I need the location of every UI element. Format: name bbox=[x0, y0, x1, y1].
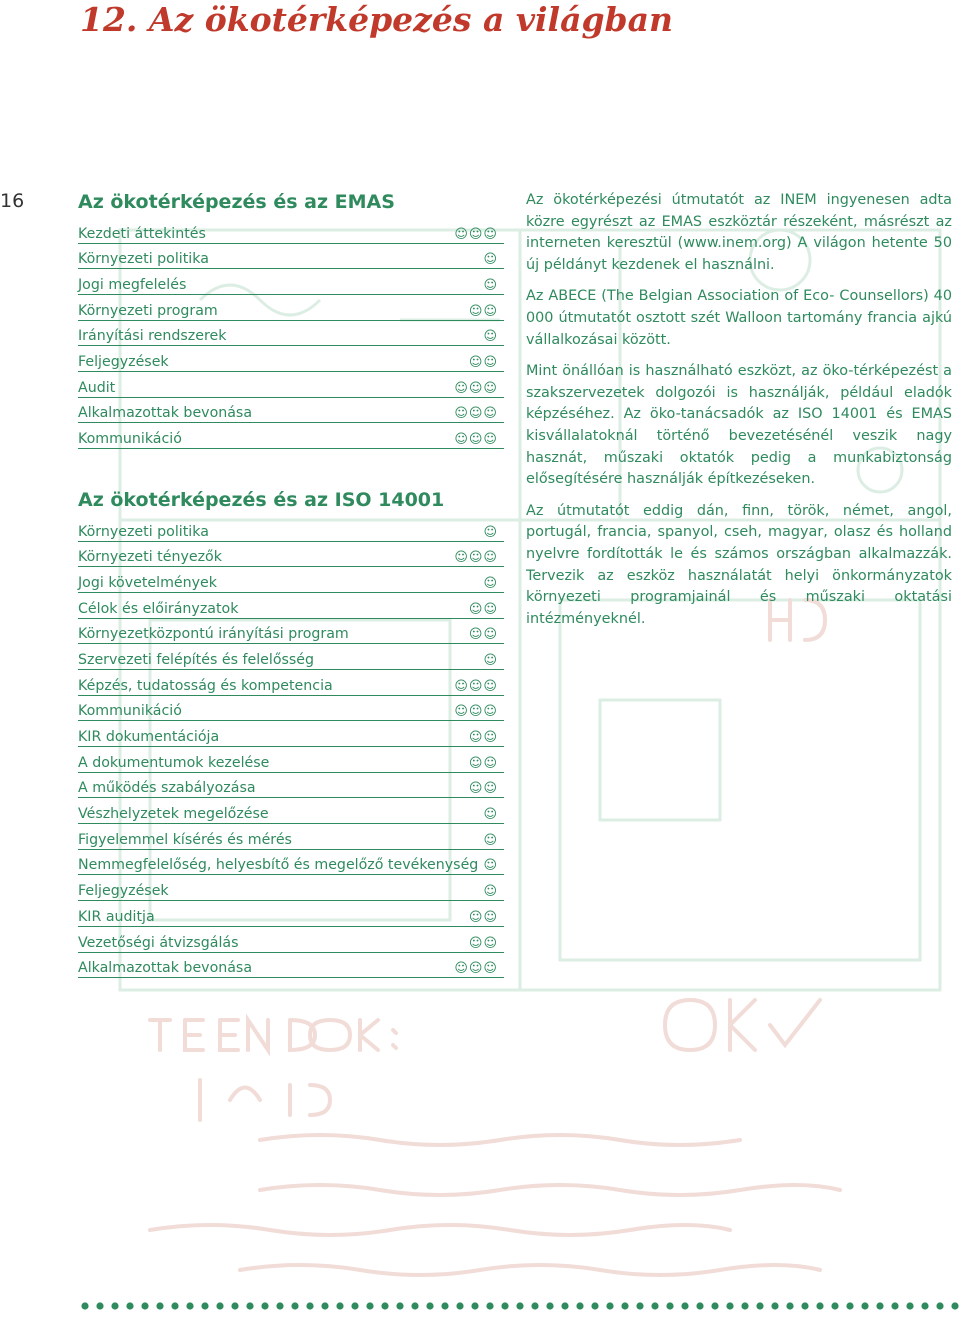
divider-dot bbox=[726, 1302, 733, 1309]
smiley-rating-icon: ☺☺☺ bbox=[454, 550, 498, 566]
item-label: Környezeti program bbox=[78, 302, 218, 319]
item-label: Kommunikáció bbox=[78, 703, 182, 720]
divider-dot bbox=[336, 1302, 343, 1309]
smiley-rating-icon: ☺ bbox=[483, 884, 498, 900]
item-label: Képzés, tudatosság és kompetencia bbox=[78, 677, 333, 694]
divider-dot bbox=[351, 1302, 358, 1309]
item-label: Jogi megfelelés bbox=[78, 276, 187, 293]
divider-dot bbox=[141, 1302, 148, 1309]
divider-dot bbox=[126, 1302, 133, 1309]
divider-dot bbox=[306, 1302, 313, 1309]
divider-dot bbox=[456, 1302, 463, 1309]
smiley-rating-icon: ☺ bbox=[483, 277, 498, 293]
list-item bbox=[78, 296, 504, 321]
divider-dot bbox=[246, 1302, 253, 1309]
item-label: Alkalmazottak bevonása bbox=[78, 405, 253, 422]
list-item bbox=[78, 568, 504, 593]
smiley-rating-icon: ☺☺ bbox=[468, 935, 498, 951]
list-item bbox=[78, 800, 504, 825]
smiley-rating-icon: ☺☺ bbox=[468, 781, 498, 797]
divider-dot bbox=[81, 1302, 88, 1309]
item-label: Kommunikáció bbox=[78, 431, 182, 447]
smiley-rating-icon: ☺ bbox=[483, 524, 498, 540]
smiley-rating-icon: ☺☺ bbox=[468, 730, 498, 745]
divider-dot bbox=[486, 1302, 493, 1309]
paragraph-abece: Az ABECE (The Belgian Association of Eco- Counsellors) 40 000 útmutatót osztott szét Walloon tartomány francia ajkú vállalkozásai között. bbox=[526, 288, 952, 348]
divider-dot bbox=[786, 1302, 793, 1309]
divider-dot bbox=[111, 1302, 118, 1309]
list-item bbox=[78, 270, 504, 295]
divider-dot bbox=[171, 1302, 178, 1309]
iso-heading: Az ökotérképezés és az ISO 14001 bbox=[78, 489, 445, 511]
list-item bbox=[78, 594, 504, 619]
smiley-rating-icon: ☺☺ bbox=[468, 755, 498, 771]
item-label: A működés szabályozása bbox=[78, 780, 256, 797]
divider-dot bbox=[606, 1302, 613, 1309]
smiley-rating-icon: ☺ bbox=[483, 858, 498, 874]
divider-dot bbox=[156, 1302, 163, 1309]
smiley-rating-icon: ☺☺☺ bbox=[454, 406, 498, 422]
smiley-rating-icon: ☺☺☺ bbox=[454, 432, 498, 447]
divider-dot bbox=[216, 1302, 223, 1309]
divider-dot bbox=[891, 1302, 898, 1309]
divider-dot bbox=[591, 1302, 598, 1309]
divider-dot bbox=[831, 1302, 838, 1309]
list-item bbox=[78, 774, 504, 799]
smiley-rating-icon: ☺ bbox=[483, 575, 498, 591]
list-item bbox=[78, 825, 504, 850]
divider-dot bbox=[321, 1302, 328, 1309]
list-item bbox=[78, 902, 504, 927]
list-item bbox=[78, 373, 504, 398]
smiley-rating-icon: ☺☺ bbox=[468, 354, 498, 370]
list-item bbox=[78, 425, 504, 450]
list-item bbox=[78, 671, 504, 696]
list-item bbox=[78, 697, 504, 722]
list-item bbox=[78, 322, 504, 347]
list-item bbox=[78, 748, 504, 773]
smiley-rating-icon: ☺☺☺ bbox=[454, 380, 498, 396]
item-label: Feljegyzések bbox=[78, 353, 169, 370]
divider-dot bbox=[936, 1302, 943, 1309]
divider-dot bbox=[366, 1302, 373, 1309]
smiley-rating-icon: ☺☺ bbox=[468, 909, 498, 925]
emas-heading: Az ökotérképezés és az EMAS bbox=[78, 191, 395, 213]
divider-dot bbox=[276, 1302, 283, 1309]
smiley-rating-icon: ☺☺☺ bbox=[454, 961, 498, 977]
divider-dot bbox=[756, 1302, 763, 1309]
item-label: Jogi követelmények bbox=[78, 574, 217, 591]
list-item bbox=[78, 517, 504, 542]
item-label: Kezdeti áttekintés bbox=[78, 225, 206, 242]
divider-dot bbox=[636, 1302, 643, 1309]
divider-dot bbox=[951, 1302, 958, 1309]
list-item bbox=[78, 347, 504, 372]
divider-dot bbox=[441, 1302, 448, 1309]
item-label: Feljegyzések bbox=[78, 883, 169, 900]
iso-list bbox=[78, 517, 504, 978]
divider-dot bbox=[231, 1302, 238, 1309]
smiley-rating-icon: ☺ bbox=[483, 252, 498, 268]
smiley-rating-icon: ☺☺☺ bbox=[454, 704, 498, 720]
divider-dot bbox=[186, 1302, 193, 1309]
divider-dot bbox=[681, 1302, 688, 1309]
item-label: Nemmegfelelőség, helyesbítő és megelőző tevékenység bbox=[78, 857, 479, 874]
divider-dot bbox=[381, 1302, 388, 1309]
divider-dot bbox=[516, 1302, 523, 1309]
item-label: Vezetőségi átvizsgálás bbox=[78, 934, 239, 951]
divider-dot bbox=[861, 1302, 868, 1309]
smiley-rating-icon: ☺ bbox=[483, 832, 498, 848]
list-item bbox=[78, 877, 504, 902]
divider-dot bbox=[921, 1302, 928, 1309]
divider-dot bbox=[261, 1302, 268, 1309]
paragraph-translations: Az útmutatót eddig dán, finn, török, német, angol, portugál, francia, spanyol, cseh, magyar, olasz és holland nyelvre fordították le és számos országban alkalmazzák. Tervezik az eszköz használatát helyi önkormányzatok környezeti programjainál és műszaki oktatási intézményeknél. bbox=[526, 502, 952, 627]
divider-dot bbox=[846, 1302, 853, 1309]
divider-dot bbox=[711, 1302, 718, 1309]
divider-dot bbox=[96, 1302, 103, 1309]
divider-dot bbox=[396, 1302, 403, 1309]
item-label: Szervezeti felépítés és felelősség bbox=[78, 651, 315, 668]
smiley-rating-icon: ☺ bbox=[483, 652, 498, 668]
item-label: KIR dokumentációja bbox=[78, 729, 220, 745]
smiley-rating-icon: ☺☺ bbox=[468, 303, 498, 319]
list-item bbox=[78, 723, 504, 748]
divider-dot bbox=[291, 1302, 298, 1309]
item-label: Környezeti tényezők bbox=[78, 549, 222, 566]
item-label: A dokumentumok kezelése bbox=[78, 754, 270, 771]
item-label: Alkalmazottak bevonása bbox=[78, 960, 253, 977]
list-item bbox=[78, 645, 504, 670]
list-item bbox=[78, 954, 504, 979]
smiley-rating-icon: ☺ bbox=[483, 329, 498, 345]
list-item bbox=[78, 543, 504, 568]
left-column bbox=[78, 188, 504, 979]
item-label: Célok és előirányzatok bbox=[78, 600, 239, 617]
item-label: Környezeti politika bbox=[78, 523, 209, 540]
divider-dot bbox=[576, 1302, 583, 1309]
list-item bbox=[78, 219, 504, 244]
divider-dot bbox=[621, 1302, 628, 1309]
divider-dot bbox=[741, 1302, 748, 1309]
divider-dot bbox=[501, 1302, 508, 1309]
item-label: Irányítási rendszerek bbox=[78, 328, 227, 345]
divider-dot bbox=[771, 1302, 778, 1309]
smiley-rating-icon: ☺☺☺ bbox=[454, 226, 498, 242]
divider-dot bbox=[471, 1302, 478, 1309]
divider-dot bbox=[666, 1302, 673, 1309]
divider-dot bbox=[696, 1302, 703, 1309]
page-title: 12. Az ökotérképezés a világban bbox=[80, 0, 674, 39]
page-number: 16 bbox=[0, 190, 25, 212]
list-item bbox=[78, 620, 504, 645]
item-label: Környezeti politika bbox=[78, 251, 209, 268]
divider-dot bbox=[801, 1302, 808, 1309]
list-item bbox=[78, 851, 504, 876]
smiley-rating-icon: ☺ bbox=[483, 807, 498, 823]
divider-dot bbox=[651, 1302, 658, 1309]
right-column bbox=[526, 190, 952, 640]
item-label: Vészhelyzetek megelőzése bbox=[78, 806, 269, 823]
paragraph-usage: Mint önállóan is használható eszközt, az öko-térképezést a szakszervezetek dolgozói is használják, például eladók képzéséhez. Az öko-tanácsadók az ISO 14001 és EMAS kisvállalatoknál történő bevezetésénél veszik nagy hasznát, műszaki oktatók pedig a munkabiztonság elősegítésére használják építkezéseken. bbox=[526, 363, 952, 488]
item-label: Audit bbox=[78, 379, 116, 396]
divider-dot bbox=[426, 1302, 433, 1309]
smiley-rating-icon: ☺☺☺ bbox=[454, 678, 498, 694]
divider-dot bbox=[411, 1302, 418, 1309]
item-label: KIR auditja bbox=[78, 908, 155, 925]
divider-dot bbox=[201, 1302, 208, 1309]
paragraph-inem: Az ökotérképezési útmutatót az INEM ingyenesen adta közre egyrészt az EMAS eszköztár részeként, másrészt az interneten keresztül (www.inem.org) A világon hetente 50 új példányt kezdenek el használni. bbox=[526, 192, 952, 273]
divider-dot bbox=[816, 1302, 823, 1309]
item-label: Környezetközpontú irányítási program bbox=[78, 626, 349, 643]
smiley-rating-icon: ☺☺ bbox=[468, 601, 498, 617]
divider-dot bbox=[561, 1302, 568, 1309]
divider-dot bbox=[876, 1302, 883, 1309]
divider-dot bbox=[906, 1302, 913, 1309]
divider-dot bbox=[531, 1302, 538, 1309]
list-item bbox=[78, 245, 504, 270]
emas-list bbox=[78, 219, 504, 449]
list-item bbox=[78, 928, 504, 953]
dotted-divider bbox=[80, 1300, 960, 1312]
list-item bbox=[78, 399, 504, 424]
divider-dot bbox=[546, 1302, 553, 1309]
smiley-rating-icon: ☺☺ bbox=[468, 627, 498, 643]
item-label: Figyelemmel kísérés és mérés bbox=[78, 831, 292, 848]
